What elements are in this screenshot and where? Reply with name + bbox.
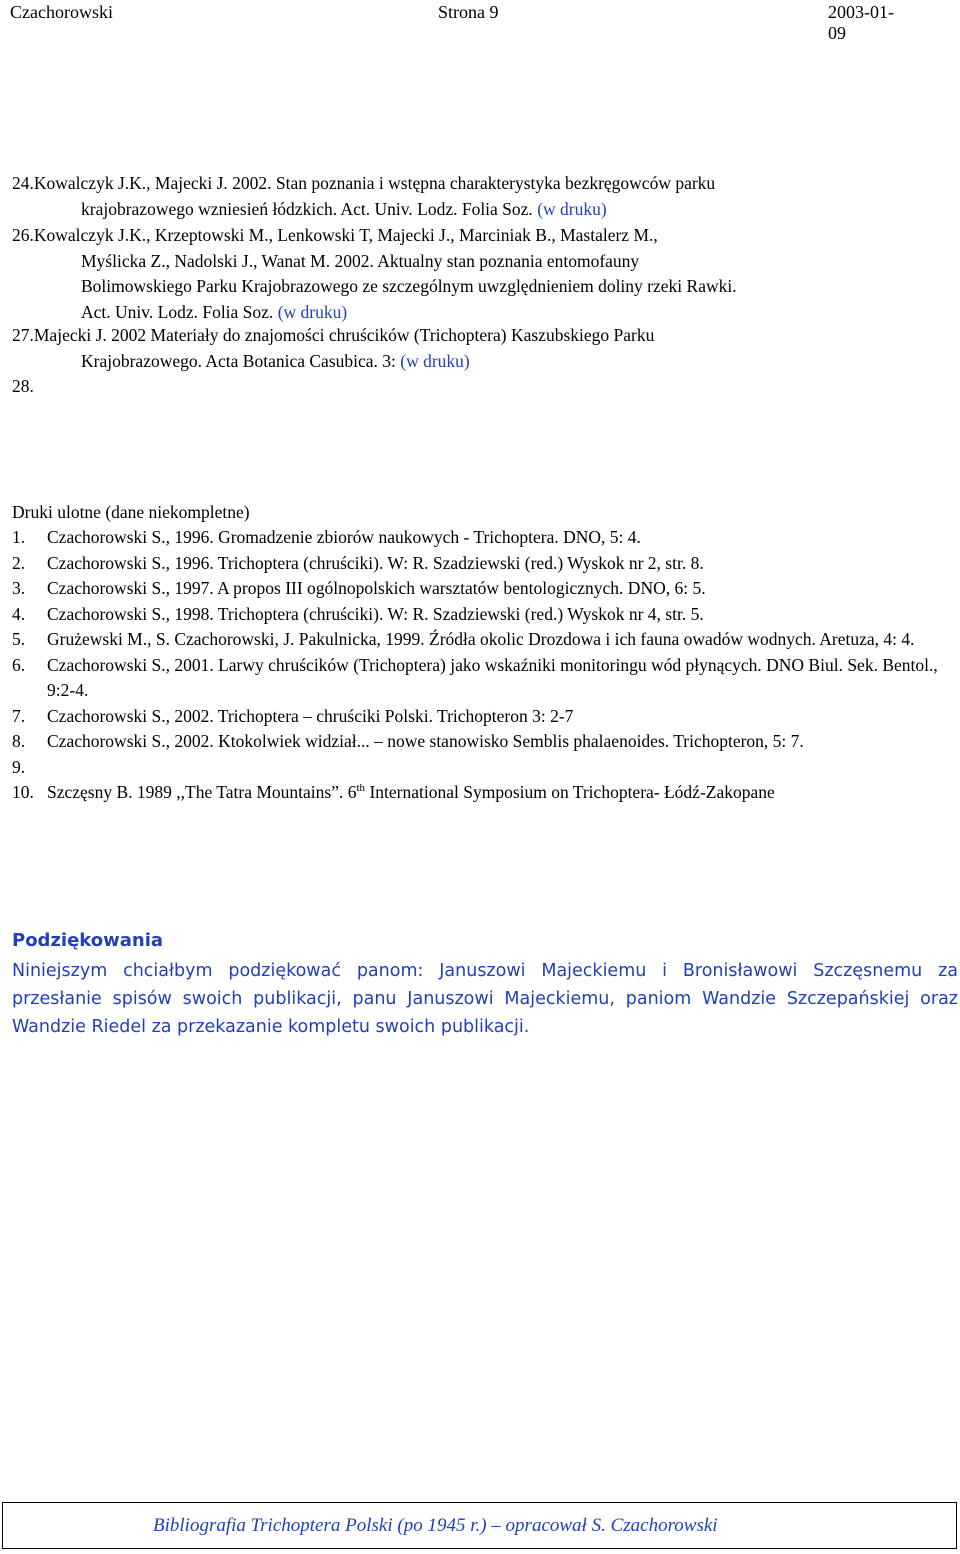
reference-line: 26.Kowalczyk J.K., Krzeptowski M., Lenkowski T, Majecki J., Marciniak B., Mastalerz M., xyxy=(12,225,658,245)
list-item: 10. Szczęsny B. 1989 ,,The Tatra Mountains”. 6th International Symposium on Trichoptera- Łódź-Zakopane xyxy=(12,782,775,802)
reference-28: 28. xyxy=(12,376,34,396)
leaflets-list xyxy=(12,525,958,806)
list-item: 5. Grużewski M., S. Czachorowski, J. Pakulnicka, 1999. Źródła okolic Drozdowa i ich fauna owadów wodnych. Aretuza, 4: 4. xyxy=(12,629,915,649)
header-author: Czachorowski xyxy=(10,2,113,22)
reference-line: Myślicka Z., Nadolski J., Wanat M. 2002. Aktualny stan poznania entomofauny xyxy=(81,250,640,271)
reference-24 xyxy=(12,171,952,222)
acknowledgements-text: Niniejszym chciałbym podziękować panom: Januszowi Majeckiemu i Bronisławowi Szczęsnemu za przesłanie spisów swoich publikacji, panu Januszowi Majeckiemu, paniom Wandzie Szczepańskiej oraz Wandzie Riedel za przekazanie kompletu swoich publikacji. xyxy=(12,961,958,1037)
footer-text: Bibliografia Trichoptera Polski (po 1945 r.) – opracował S. Czachorowski xyxy=(153,1515,718,1536)
reference-line: Krajobrazowego. Acta Botanica Casubica. 3: (w druku) xyxy=(81,350,470,371)
list-item: 3. Czachorowski S., 1997. A propos III ogólnopolskich warsztatów bentologicznych. DNO, 6: 5. xyxy=(12,578,706,598)
leaflets-section-title: Druki ulotne (dane niekompletne) xyxy=(12,502,250,522)
list-item: 8. Czachorowski S., 2002. Ktokolwiek widział... – nowe stanowisko Semblis phalaenoides. Trichopteron, 5: 7. xyxy=(12,731,804,751)
reference-line: 27.Majecki J. 2002 Materiały do znajomości chruścików (Trichoptera) Kaszubskiego Parku xyxy=(12,325,655,345)
reference-line: krajobrazowego wzniesień łódzkich. Act. Univ. Lodz. Folia Soz. (w druku) xyxy=(81,198,607,219)
list-item: 9. xyxy=(12,756,26,777)
reference-27 xyxy=(12,323,952,400)
reference-26 xyxy=(12,223,952,325)
reference-line: 24.Kowalczyk J.K., Majecki J. 2002. Stan poznania i wstępna charakterystyka bezkręgowców parku xyxy=(12,173,716,193)
in-press-link[interactable]: (w druku) xyxy=(277,301,348,322)
reference-line: Act. Univ. Lodz. Folia Soz. (w druku) xyxy=(81,301,348,322)
list-item: 7. Czachorowski S., 2002. Trichoptera – chruściki Polski. Trichopteron 3: 2-7 xyxy=(12,705,574,726)
list-item: 2. Czachorowski S., 1996. Trichoptera (chruściki). W: R. Szadziewski (red.) Wyskok nr 2, str. 8. xyxy=(12,552,704,573)
reference-line: Bolimowskiego Parku Krajobrazowego ze szczególnym uwzględnieniem doliny rzeki Rawki. xyxy=(81,276,737,296)
list-item: 1. Czachorowski S., 1996. Gromadzenie zbiorów naukowych - Trichoptera. DNO, 5: 4. xyxy=(12,527,641,547)
in-press-link[interactable]: (w druku) xyxy=(400,350,470,371)
list-item: 4. Czachorowski S., 1998. Trichoptera (chruściki). W: R. Szadziewski (red.) Wyskok nr 4, str. 5. xyxy=(12,603,704,624)
in-press-link[interactable]: (w druku) xyxy=(537,198,607,219)
list-item: 6. Czachorowski S., 2001. Larwy chruścików (Trichoptera) jako wskaźniki monitoringu wód płynących. DNO Biul. Sek. Bentol., 9:2-4. xyxy=(12,654,938,700)
page-header xyxy=(10,2,910,43)
acknowledgements-title: Podziękowania xyxy=(12,930,164,951)
header-date: 2003-01-09 xyxy=(828,2,894,43)
header-page-number: Strona 9 xyxy=(438,2,499,22)
page-footer xyxy=(2,1502,957,1549)
